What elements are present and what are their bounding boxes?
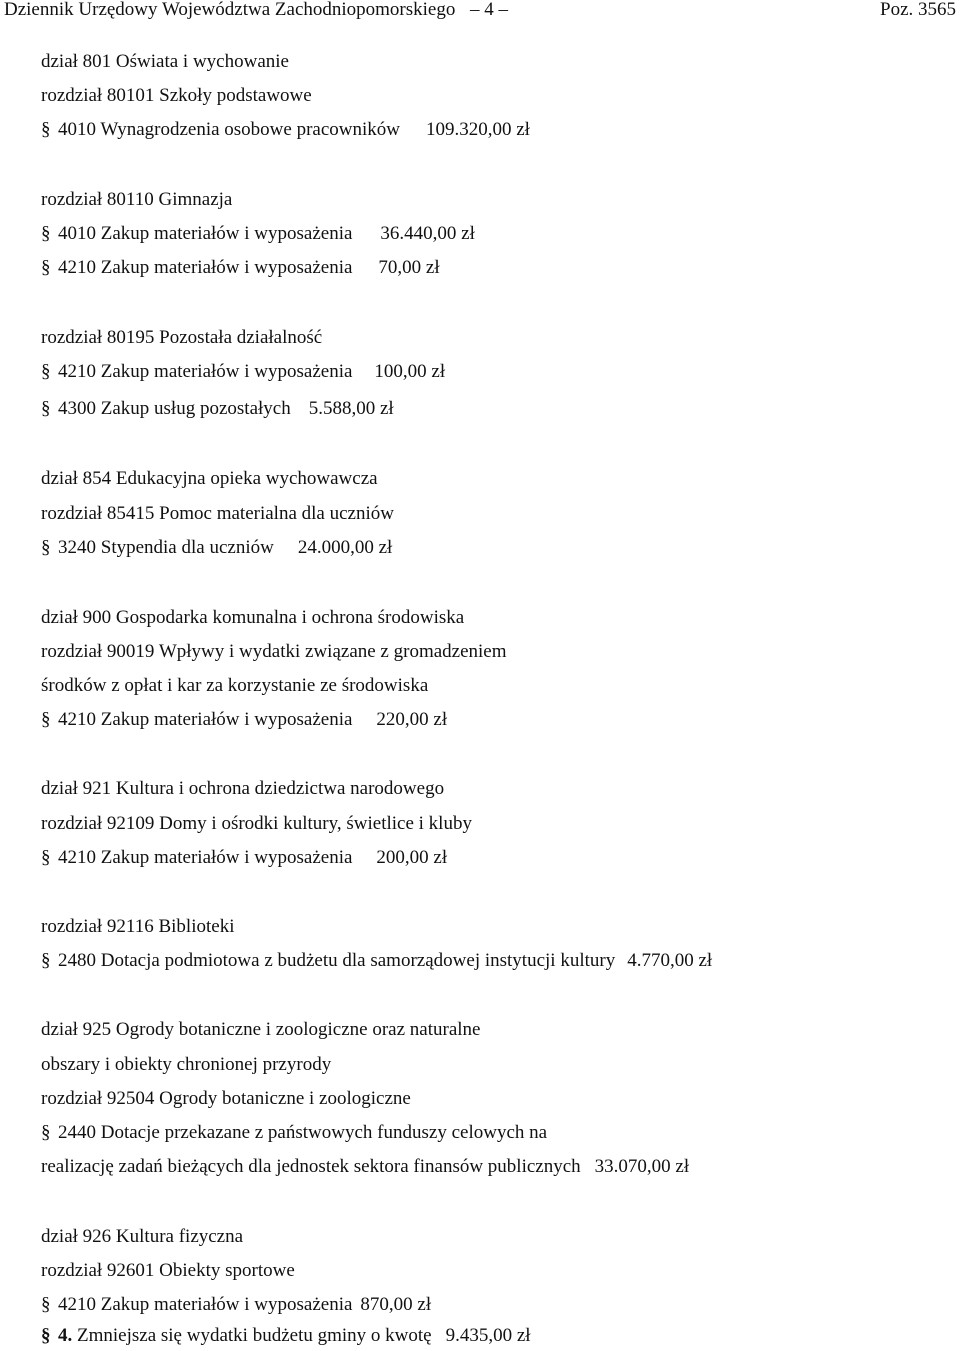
section-line [41,1019,480,1041]
section-sign: § [41,950,51,971]
section-sign: § [41,361,51,382]
paragraph-line [41,847,447,869]
line-text: rozdział 92504 Ogrody botaniczne i zoologiczne [41,1088,411,1109]
section-sign: § [41,709,51,730]
section-sign: § [41,223,51,244]
chapter-line [41,189,232,211]
line-text: 3240 Stypendia dla uczniów [58,537,274,558]
line-text: Zmniejsza się wydatki budżetu gminy o kwotę [77,1325,432,1346]
amount: 24.000,00 zł [297,537,393,558]
section-line-continued [41,1054,331,1076]
line-text: 4210 Zakup materiałów i wyposażenia [58,257,353,278]
paragraph-line [41,950,712,972]
amount: 100,00 zł [374,361,446,382]
line-text: 2440 Dotacje przekazane z państwowych funduszy celowych na [58,1122,548,1143]
chapter-line [41,641,507,663]
section-sign: § [41,1122,51,1143]
section-line [41,607,464,629]
position-number: Poz. 3565 [880,0,956,20]
line-text: dział 926 Kultura fizyczna [41,1226,244,1247]
paragraph-line [41,361,445,383]
line-text: rozdział 85415 Pomoc materialna dla uczniów [41,503,394,524]
section-line [41,51,289,73]
page-number: – 4 – [470,0,508,20]
line-text: 4010 Wynagrodzenia osobowe pracowników [58,119,400,140]
amount: 9.435,00 zł [445,1325,531,1346]
paragraph-line [41,257,440,279]
chapter-line-continued [41,675,428,697]
paragraph-line [41,119,530,141]
section-sign: § [41,119,51,140]
journal-title: Dziennik Urzędowy Województwa Zachodniopomorskiego [4,0,456,20]
amount: 220,00 zł [376,709,448,730]
line-text: środków z opłat i kar za korzystanie ze środowiska [41,675,429,696]
paragraph-line [41,537,392,559]
line-text: realizację zadań bieżących dla jednostek sektora finansów publicznych [41,1156,581,1177]
chapter-line [41,1088,411,1110]
line-text: 4010 Zakup materiałów i wyposażenia [58,223,353,244]
section-sign: § [41,1325,51,1346]
chapter-line [41,503,394,525]
line-text: rozdział 92601 Obiekty sportowe [41,1260,295,1281]
line-text: dział 900 Gospodarka komunalna i ochrona środowiska [41,607,465,628]
section-line [41,778,444,800]
line-text: rozdział 90019 Wpływy i wydatki związane z gromadzeniem [41,641,507,662]
line-text: rozdział 92109 Domy i ośrodki kultury, świetlice i kluby [41,813,472,834]
chapter-line [41,1260,295,1282]
line-text: obszary i obiekty chronionej przyrody [41,1054,332,1075]
chapter-line [41,813,472,835]
paragraph-line [41,223,475,245]
paragraph-line [41,709,447,731]
chapter-line [41,916,234,938]
amount: 870,00 zł [360,1294,432,1315]
summary-line [41,1325,531,1347]
line-text: dział 801 Oświata i wychowanie [41,51,289,72]
line-text: rozdział 80101 Szkoły podstawowe [41,85,312,106]
chapter-line [41,85,312,107]
line-text: 4210 Zakup materiałów i wyposażenia [58,1294,353,1315]
paragraph-line [41,398,394,420]
line-text: dział 854 Edukacyjna opieka wychowawcza [41,468,378,489]
line-text: rozdział 80195 Pozostała działalność [41,327,323,348]
line-text: rozdział 92116 Biblioteki [41,916,235,937]
section-sign: § [41,398,51,419]
section-sign: § [41,847,51,868]
section-sign: § [41,257,51,278]
amount: 5.588,00 zł [308,398,394,419]
line-text: 4300 Zakup usług pozostałych [58,398,291,419]
line-text: dział 925 Ogrody botaniczne i zoologiczne oraz naturalne [41,1019,481,1040]
paragraph-line [41,1122,547,1144]
line-text: 2480 Dotacja podmiotowa z budżetu dla samorządowej instytucji kultury [58,950,616,971]
chapter-line [41,327,322,349]
line-text: rozdział 80110 Gimnazja [41,189,233,210]
section-line [41,468,378,490]
amount: 36.440,00 zł [380,223,475,244]
amount: 70,00 zł [378,257,440,278]
amount: 200,00 zł [376,847,448,868]
item-number: 4. [58,1325,73,1346]
line-text: dział 921 Kultura i ochrona dziedzictwa narodowego [41,778,445,799]
line-text: 4210 Zakup materiałów i wyposażenia [58,361,353,382]
section-sign: § [41,1294,51,1315]
amount: 4.770,00 zł [627,950,713,971]
section-line [41,1226,243,1248]
section-sign: § [41,537,51,558]
paragraph-line-continued [41,1156,689,1178]
paragraph-line [41,1294,431,1316]
line-text: 4210 Zakup materiałów i wyposażenia [58,847,353,868]
amount: 109.320,00 zł [426,119,530,140]
amount: 33.070,00 zł [594,1156,690,1177]
line-text: 4210 Zakup materiałów i wyposażenia [58,709,353,730]
